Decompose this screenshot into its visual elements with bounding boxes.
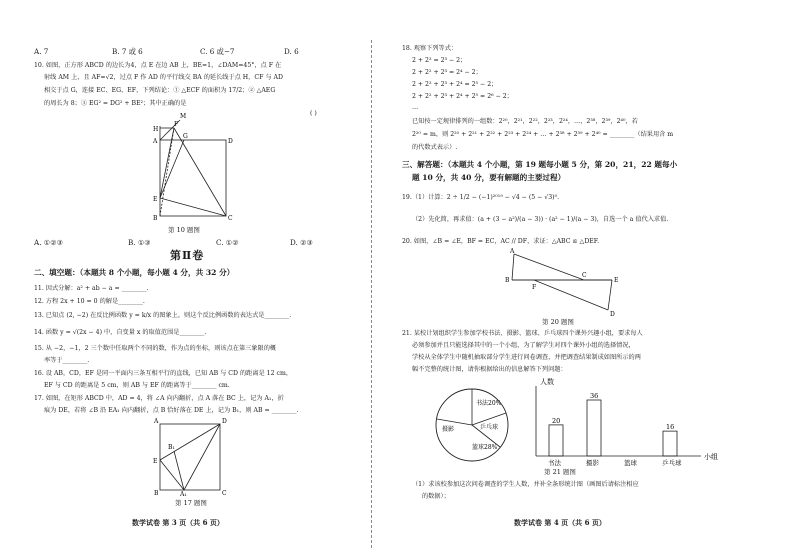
q21-sub1-cont: 的数据）； [422, 493, 450, 500]
q9-option-d: D. 6 [284, 47, 299, 56]
q10-line: 的周长为 8；③ EG² = DG² + BE²；其中正确的是 [44, 100, 187, 107]
fig17-label-a1: A₁ [180, 491, 187, 496]
section-3-title-cont: 题 10 分，共 40 分，要有解题的主要过程） [412, 173, 566, 182]
fig17-label-e: E [153, 458, 158, 465]
fig10-caption: 第 10 题图 [168, 226, 200, 234]
q17: 17. 如图，在矩形 ABCD 中，AD = 4，将 ∠A 向内翻折，点 A 落在 BC 上，记为 A₁，折 [34, 395, 284, 402]
q9-option-a: A. 7 [34, 47, 49, 56]
q19-part1: 19.（1）计算：2 ÷ 1/2 − (−1)²⁰¹⁹ − √4 − (5 − √3)⁰. [402, 194, 560, 201]
q10-option-a: A. ①②③ [34, 238, 64, 247]
fig20-label-c: C [582, 272, 587, 279]
q21-line: 必须参加并且只能选择其中的一个小组，为了解学生对四个课外小组的选择情况， [412, 342, 635, 349]
page-divider [371, 40, 372, 548]
q10-line: 相交于点 G，连接 EC、EG、EF，下列结论：① △ECF 的面积为 17/2；② △AEG [44, 87, 276, 94]
q16: 16. 设 AB，CD，EF 是同一平面内三条互相平行的直线，已知 AB 与 CD 的距离是 12 cm， [34, 370, 293, 377]
q15: 15. 从 −2，−1，2 三个数中任取两个不同的数，作为点的坐标，则该点在第三象限的概 [34, 345, 277, 352]
bar-data-label: 20 [552, 416, 561, 425]
fig10-label-h: H [153, 126, 159, 133]
figure-17 [150, 416, 230, 496]
fig21-caption: 第 21 题图 [544, 468, 576, 476]
fig20-label-a: A [510, 248, 515, 255]
pie-label-basketball: 篮球28% [472, 444, 498, 451]
q10-option-d: D. ②③ [290, 238, 313, 247]
q15-cont: 率等于________. [44, 357, 90, 364]
fig10-label-b: B [153, 215, 158, 222]
fig17-label-d: D [222, 418, 227, 425]
part-2-title: 第Ⅱ卷 [170, 249, 205, 262]
q13: 13. 已知点 (2, −2) 在反比例函数 y = k/x 的图象上，则这个反比例函数的表达式是________. [34, 312, 292, 319]
fig20-label-f: F [532, 284, 537, 291]
fig20-label-e: E [614, 277, 619, 284]
q18-line: 的代数式表示）. [412, 144, 458, 151]
fig10-label-c: C [228, 215, 233, 222]
page-3 [0, 0, 380, 560]
fig17-label-b: B [154, 490, 159, 496]
bar-data-label: 16 [666, 423, 675, 432]
q14: 14. 函数 y = √(2x − 4) 中，自变量 x 的取值范围是________. [34, 329, 207, 336]
bar-chart-ylabel: 人数 [540, 378, 554, 386]
q21-sub1: （1）求该校参加这次问卷调查的学生人数，并补全条形统计图（画图后请标注相应 [412, 481, 639, 488]
fig20-caption: 第 20 题图 [542, 318, 574, 326]
q18-line: 2 + 2² + 2³ + 2⁴ + 2⁵ = 2⁶ − 2； [412, 93, 513, 100]
q20: 20. 如图，∠B = ∠E，BF = EC，AC // DF，求证：△ABC ≌ △DEF. [402, 238, 600, 245]
bar-category-label: 乒乓球 [662, 459, 682, 467]
q16-cont: EF 与 CD 的距离是 5 cm，则 AB 与 EF 的距离等于________ cm. [44, 382, 230, 389]
page-4-footer: 数学试卷 第 4 页（共 6 页） [514, 518, 606, 527]
q21-line: 学校从全体学生中随机抽取部分学生进行问卷调查，并把调查结果制成如图所示的两 [412, 354, 641, 361]
q10-line: 射线 AM 上，且 AF=√2，过点 F 作 AD 的平行线交 BA 的延长线于点 H，CF 与 AD [44, 74, 283, 81]
bar-data-label: 36 [590, 392, 599, 400]
fig10-label-g: G [183, 133, 188, 140]
q10-answer-blank: ( ) [310, 110, 317, 117]
pie-label-photography: 摄影 [442, 426, 455, 433]
bar-category-label: 书法 [548, 459, 561, 467]
fig17-label-a: A [154, 418, 159, 425]
q21-line: 幅不完整的统计图，请你根据给出的信息解答下列问题： [412, 366, 567, 373]
bar-0 [549, 425, 563, 456]
q9-option-c: C. 6 或−7 [200, 47, 235, 56]
figure-20 [504, 244, 644, 318]
q18-line: 已知按一定规律排列的一组数：2²⁰，2²¹，2²²，2²³，2²⁴，…，2³⁸，2³⁹，2⁴⁰，若 [412, 118, 638, 125]
q10-option-b: B. ①③ [128, 238, 151, 247]
fig17-label-b1: B₁ [168, 444, 175, 451]
q19-part2: （2）先化简，再求值：(a + (3 − a²)/(a − 3)) · (a² − 1)/(a − 3)，自选一个 a 值代入求值. [412, 216, 669, 223]
pie-chart [424, 385, 520, 465]
pie-label-calligraphy: 书法20% [476, 400, 502, 407]
bar-chart [526, 372, 736, 468]
q12: 12. 方程 2x + 10 = 0 的解是________. [34, 298, 145, 305]
page-4 [384, 0, 794, 560]
bar-category-label: 摄影 [586, 459, 599, 467]
page-3-footer: 数学试卷 第 3 页（共 6 页） [132, 518, 224, 527]
q18-line: 18. 观察下列等式： [402, 45, 458, 52]
fig10-label-d: D [228, 138, 233, 145]
q9-option-b: B. 7 或 6 [112, 47, 143, 56]
fig10-label-e: E [153, 196, 158, 203]
q18-line: 2²⁰ = m，则 2²⁰ + 2²¹ + 2²² + 2²³ + 2²⁴ + … + 2³⁸ + 2³⁹ + 2⁴⁰ = ________（结果用含 m [412, 131, 674, 138]
fig20-label-b: B [505, 277, 510, 284]
fig17-caption: 第 17 题图 [175, 499, 207, 507]
bar-3 [663, 431, 677, 456]
fig17-label-c: C [222, 490, 227, 496]
bar-1 [587, 400, 601, 456]
q21-line: 21. 某校计划组织学生参加学校书法、摄影、篮球、乒乓球四个课外兴趣小组，要求每人 [402, 330, 643, 337]
pie-label-pingpong: 乒乓球 [480, 424, 499, 431]
bar-category-label: 篮球 [624, 459, 637, 467]
fig20-label-d: D [610, 311, 615, 318]
section-3-title: 三、解答题：（本题共 4 个小题，第 19 题每小题 5 分，第 20，21，22 题每小 [402, 160, 678, 169]
section-2-title: 二、填空题：（本题共 8 个小题，每小题 4 分，共 32 分） [34, 268, 235, 277]
q18-line: … [412, 104, 419, 111]
fig10-label-a: A [153, 138, 158, 145]
q18-line: 2 + 2² + 2³ + 2⁴ = 2⁵ − 2； [412, 81, 498, 88]
q18-line: 2 + 2² = 2³ − 2； [412, 57, 467, 64]
fig10-label-f: F [174, 121, 179, 128]
q10-line: 10. 如图，正方形 ABCD 的边长为4，点 E 在边 AB 上，BE=1，∠DAM=45°，点 F 在 [34, 62, 282, 69]
q10-option-c: C. ①② [216, 238, 239, 247]
bar-chart-xlabel: 小组 [704, 453, 718, 461]
q11: 11. 因式分解：a² + ab − a = ________. [34, 285, 149, 292]
q18-line: 2 + 2² + 2³ = 2⁴ − 2； [412, 69, 482, 76]
fig10-label-m: M [180, 113, 187, 120]
figure-10 [140, 110, 240, 225]
q17-cont: 痕为 DE，若将 ∠B 沿 EA₁ 向内翻折，点 B 恰好落在 DE 上，记为 B₁，则 AB = ________. [44, 407, 299, 414]
